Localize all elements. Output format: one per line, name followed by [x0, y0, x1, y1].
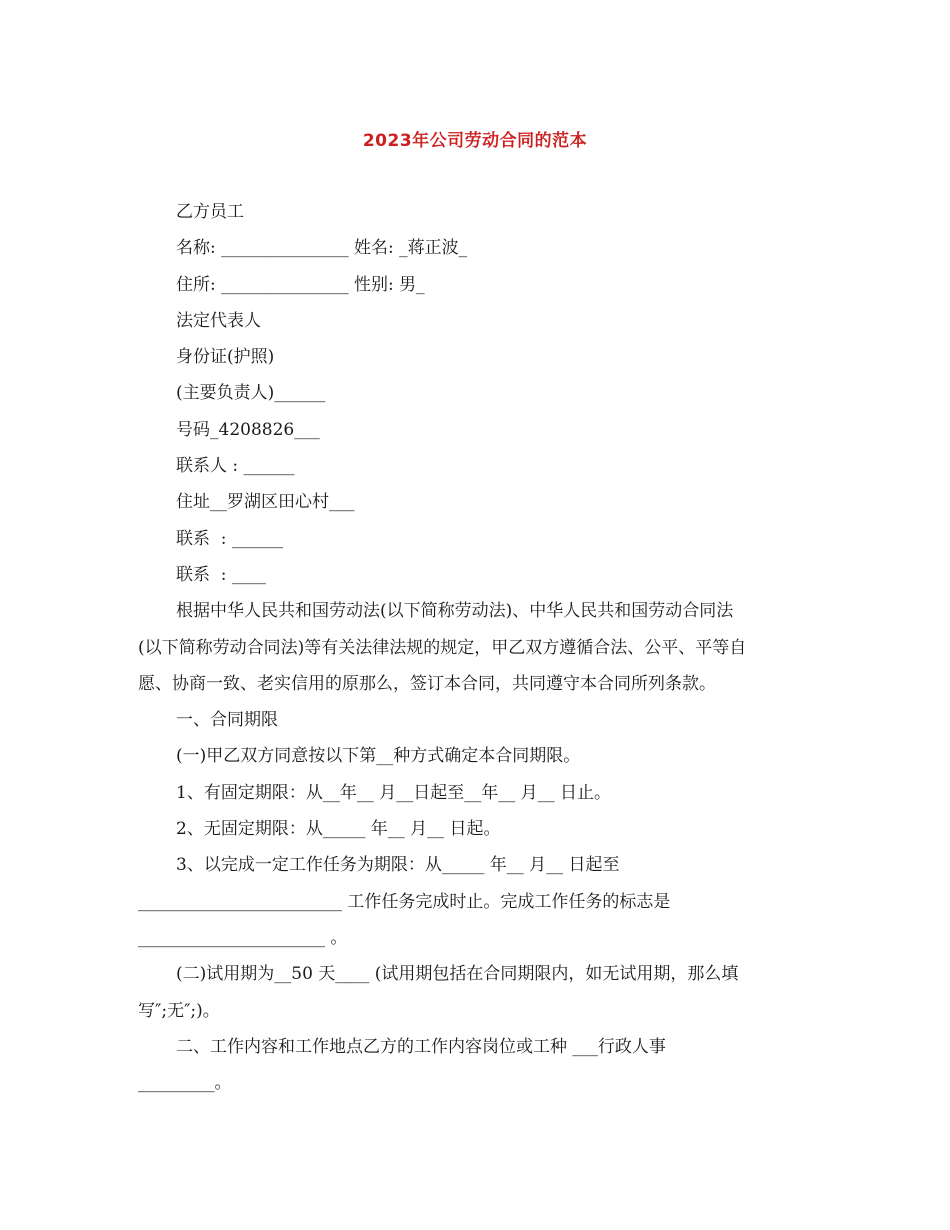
- term-option-3: 3、以完成一定工作任务为期限：从_____ 年__ 月__ 日起至: [176, 855, 620, 876]
- probation-line-1: (二)试用期为__50 天____ (试用期包括在合同期限内，如无试用期，那么填: [176, 964, 739, 985]
- id-number-line: 号码_4208826___: [176, 419, 320, 440]
- party-b-heading: 乙方员工: [176, 202, 244, 222]
- preamble-line-2: (以下简称劳动合同法)等有关法律法规的规定，甲乙双方遵循合法、公平、平等自: [138, 637, 747, 658]
- name-line: 名称: _______________ 姓名: _蒋正波_: [176, 238, 468, 259]
- probation-line-2: 写″;无″;)。: [138, 1000, 220, 1021]
- section-2-heading: 二、工作内容和工作地点乙方的工作内容岗位或工种 ___行政人事: [176, 1036, 666, 1057]
- term-option-2: 2、无固定期限：从_____ 年__ 月__ 日起。: [176, 819, 501, 840]
- term-option-3-cont-2: ______________________ 。: [138, 927, 348, 948]
- section-2-cont: _________。: [138, 1073, 232, 1094]
- id-card-line: 身份证(护照): [176, 347, 275, 368]
- term-option-3-cont-1: ________________________ 工作任务完成时止。完成工作任务的标志是: [138, 891, 671, 912]
- term-option-1: 1、有固定期限：从__年__ 月__日起至__年__ 月__ 日止。: [176, 782, 612, 803]
- document-title: 2023年公司劳动合同的范本: [362, 131, 588, 151]
- legal-rep-line: 法定代表人: [176, 310, 261, 331]
- address-gender-line: 住所: _______________ 性别: 男_: [176, 274, 425, 295]
- preamble-line-3: 愿、协商一致、老实信用的原那么，签订本合同，共同遵守本合同所列条款。: [138, 673, 716, 694]
- contact-line-2: 联系 : ____: [176, 564, 266, 585]
- principal-line: (主要负责人)______: [176, 383, 326, 404]
- contact-person-line: 联系人 : ______: [176, 456, 295, 477]
- preamble-line-1: 根据中华人民共和国劳动法(以下简称劳动法)、中华人民共和国劳动合同法: [176, 601, 734, 622]
- clause-1-1: (一)甲乙双方同意按以下第__种方式确定本合同期限。: [176, 746, 581, 767]
- contact-line-1: 联系 : ______: [176, 528, 283, 549]
- document-body: [138, 194, 810, 1101]
- residence-line: 住址__罗湖区田心村___: [176, 492, 355, 513]
- section-1-heading: 一、合同期限: [176, 710, 278, 731]
